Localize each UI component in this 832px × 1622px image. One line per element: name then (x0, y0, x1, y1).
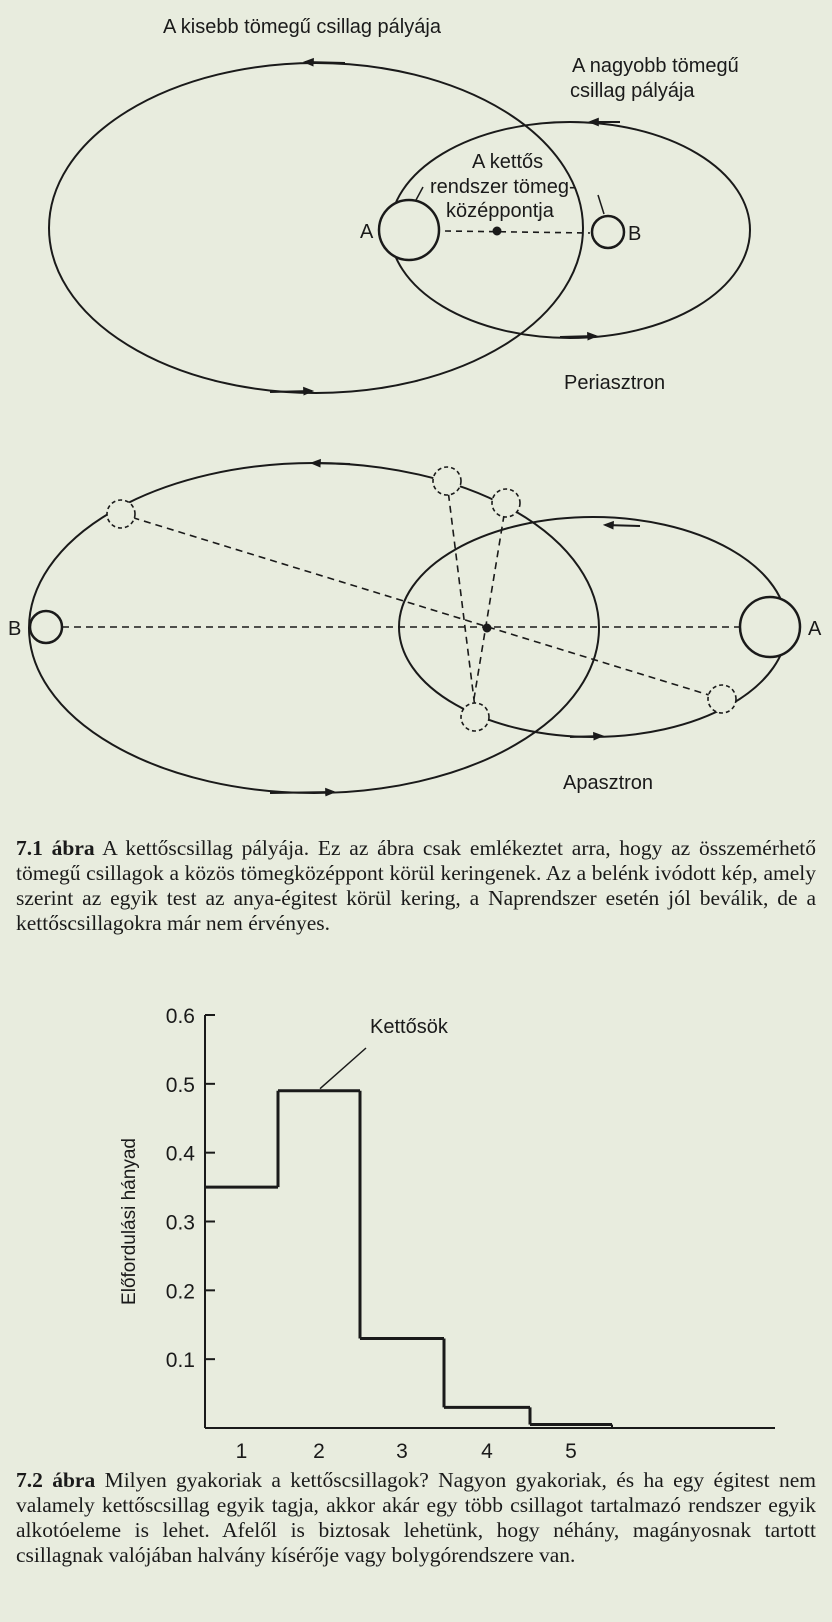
larger-mass-orbit (390, 122, 750, 338)
orbit-arrow (270, 391, 312, 392)
orbit-arrow (560, 336, 596, 337)
star-b-label: B (628, 223, 642, 245)
caption-text: Milyen gyakoriak a kettőscsillagok? Nagyon gyakoriak, és ha egy égitest nem valamely kettőscsillag egyik tagja, akkor akár egy több csillagot tartalmazó rendszer egyik alkotóeleme is lehet. Afelől is biztosak lehetünk, hogy néhány, magányosnak tartott csillagnak valójában halvány kísérője vagy bolygórendszere van. (16, 1468, 817, 1567)
x-tick-label: 3 (396, 1440, 408, 1460)
orbit-arrow (605, 525, 640, 526)
x-tick-label: 1 (235, 1440, 248, 1460)
star-b-label: B (8, 618, 22, 640)
multiplicity-chart (0, 1000, 832, 1460)
caption-text: A kettőscsillag pályája. Ez az ábra csak emlékeztet arra, hogy az összemérhető tömegű csillagok a közös tömegközéppont körül keringenek. Az a belénk ivódott kép, amely szerint az egyik test az anya-égitest körül kering, a Naprendszer esetén jól beválik, de a kettőscsillagokra már nem érvényes. (16, 836, 816, 935)
star-a-label: A (360, 221, 374, 243)
larger-orbit-label: A nagyobb tömegű (572, 55, 739, 77)
orbit-arrow (305, 62, 345, 63)
y-tick-label: 0.5 (165, 1073, 195, 1097)
ghost-position (492, 489, 520, 517)
periastron-label: Periasztron (564, 372, 666, 394)
star-a-label: A (808, 618, 822, 640)
apastron-labels (8, 618, 822, 794)
apastron-diagram (29, 463, 800, 793)
star-a (740, 597, 800, 657)
x-tick-label: 4 (481, 1440, 493, 1460)
x-tick-label: 5 (565, 1440, 577, 1460)
ghost-position (433, 467, 461, 495)
x-tick-label: 2 (313, 1440, 325, 1460)
ghost-position (461, 703, 489, 731)
star-b (592, 216, 624, 248)
caption-number: 7.2 ábra (16, 1468, 96, 1492)
periastron-labels (163, 16, 739, 394)
larger-orbit-label: csillag pályája (570, 80, 695, 102)
y-axis-label: Előfordulási hányad (119, 1138, 140, 1305)
caption-number: 7.1 ábra (16, 836, 95, 860)
y-tick-label: 0.4 (165, 1142, 195, 1166)
connecting-line (121, 514, 722, 699)
periastron-diagram (49, 62, 750, 393)
center-of-mass (484, 625, 491, 632)
orbit-arrow (270, 792, 334, 793)
center-of-mass (494, 228, 501, 235)
star-a (379, 200, 439, 260)
connecting-line (445, 231, 590, 233)
ghost-position (708, 685, 736, 713)
apastron-label: Apasztron (563, 772, 654, 794)
y-tick-label: 0.3 (165, 1211, 195, 1235)
figure-7-1-caption (16, 836, 816, 936)
ghost-position (107, 500, 135, 528)
com-label: rendszer tömeg- (430, 176, 576, 198)
com-pointer (598, 195, 604, 214)
orbit-figure (0, 0, 832, 810)
y-tick-label: 0.6 (165, 1005, 195, 1028)
smaller-orbit-label: A kisebb tömegű csillag pályája (163, 16, 441, 38)
orbit-arrow (312, 463, 350, 464)
com-pointer (416, 187, 423, 200)
annotation-pointer (320, 1048, 366, 1089)
star-b (30, 611, 62, 643)
com-label: A kettős (472, 151, 544, 173)
orbit-arrow (570, 736, 602, 737)
y-tick-label: 0.1 (165, 1349, 195, 1373)
com-label: középpontja (446, 200, 554, 222)
connecting-line (447, 482, 476, 716)
y-tick-label: 0.2 (165, 1280, 195, 1304)
smaller-mass-orbit (49, 63, 583, 393)
annotation-label: Kettősök (370, 1016, 448, 1038)
figure-7-2-caption (16, 1468, 816, 1568)
